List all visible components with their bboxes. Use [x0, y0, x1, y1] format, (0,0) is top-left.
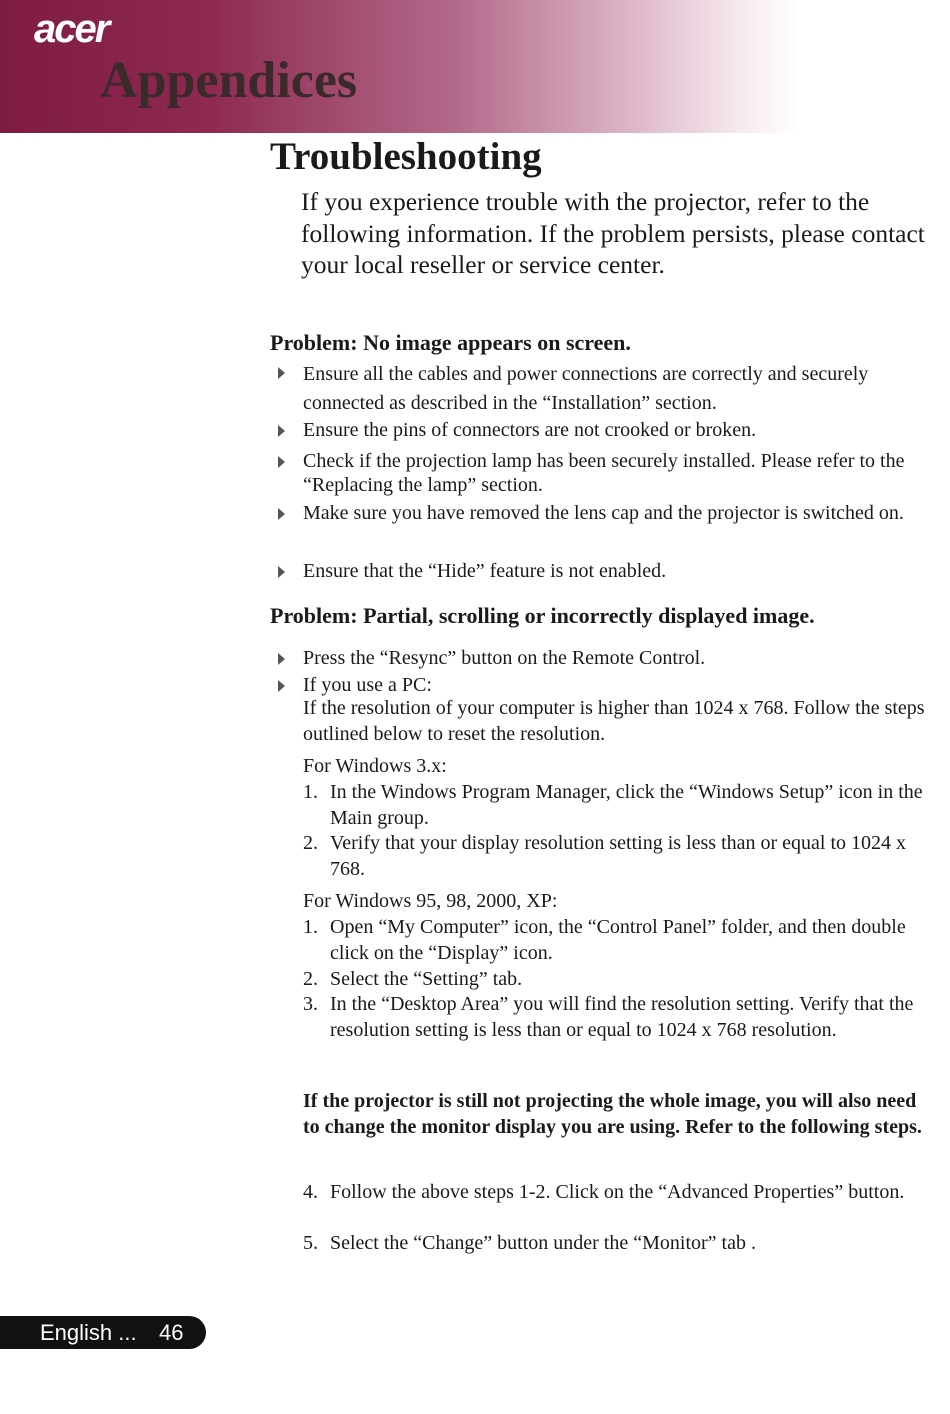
- bullet-arrow-icon: [278, 653, 285, 665]
- bullet-arrow-icon: [278, 566, 285, 578]
- windows3-label: For Windows 3.x:: [303, 755, 447, 777]
- step-text: Open “My Computer” icon, the “Control Panel” folder, and then double click on the “Display” icon.: [330, 916, 906, 964]
- step-number: 1.: [303, 781, 318, 803]
- list-item: If you use a PC:: [303, 674, 432, 696]
- list-item: Check if the projection lamp has been securely installed. Please refer to the “Replacing the lamp” section.: [303, 450, 905, 496]
- bullet-arrow-icon: [278, 680, 285, 692]
- bullet-arrow-icon: [278, 456, 285, 468]
- acer-logo: acer: [34, 7, 109, 51]
- page-number: 46: [159, 1320, 184, 1345]
- step-number: 3.: [303, 993, 318, 1015]
- step-number: 1.: [303, 916, 318, 938]
- step-text: Select the “Setting” tab.: [330, 968, 523, 990]
- pc-resolution-text: If the resolution of your computer is higher than 1024 x 768. Follow the steps outlined below to reset the resolution.: [303, 697, 925, 745]
- bullet-arrow-icon: [278, 508, 285, 520]
- step-number: 2.: [303, 832, 318, 854]
- section-title: Appendices: [100, 52, 358, 109]
- problem-heading-no-image: Problem: No image appears on screen.: [270, 330, 631, 355]
- step-number: 2.: [303, 968, 318, 990]
- monitor-note: If the projector is still not projecting the whole image, you will also need to change the monitor display you are using. Refer to the following steps.: [303, 1090, 922, 1138]
- page-title: Troubleshooting: [270, 135, 542, 178]
- step-number: 5.: [303, 1232, 318, 1254]
- list-item: Make sure you have removed the lens cap and the projector is switched on.: [303, 502, 904, 524]
- bullet-arrow-icon: [278, 425, 285, 437]
- step-text: Verify that your display resolution setting is less than or equal to 1024 x 768.: [330, 832, 907, 880]
- bullet-arrow-icon: [278, 367, 285, 379]
- step-text: In the “Desktop Area” you will find the resolution setting. Verify that the resolution setting is less than or equal to 1024 x 768 resolution.: [330, 993, 914, 1041]
- step-text: Select the “Change” button under the “Monitor” tab .: [330, 1232, 756, 1254]
- intro-paragraph: If you experience trouble with the projector, refer to the following information. If the problem persists, please contact your local reseller or service center.: [301, 187, 925, 279]
- page-footer: [0, 1316, 206, 1349]
- header-band: [0, 0, 950, 133]
- step-text: Follow the above steps 1-2. Click on the “Advanced Properties” button.: [330, 1181, 905, 1203]
- problem-heading-partial-image: Problem: Partial, scrolling or incorrectly displayed image.: [270, 603, 815, 628]
- step-number: 4.: [303, 1181, 318, 1203]
- list-item: Ensure the pins of connectors are not crooked or broken.: [303, 419, 757, 441]
- list-item: Ensure all the cables and power connections are correctly and securely connected as described in the “Installation” section.: [303, 363, 869, 414]
- footer-language: English ...: [40, 1320, 137, 1345]
- windows95-label: For Windows 95, 98, 2000, XP:: [303, 890, 558, 912]
- step-text: In the Windows Program Manager, click the “Windows Setup” icon in the Main group.: [330, 781, 923, 829]
- list-item: Ensure that the “Hide” feature is not enabled.: [303, 560, 667, 582]
- list-item: Press the “Resync” button on the Remote Control.: [303, 647, 706, 669]
